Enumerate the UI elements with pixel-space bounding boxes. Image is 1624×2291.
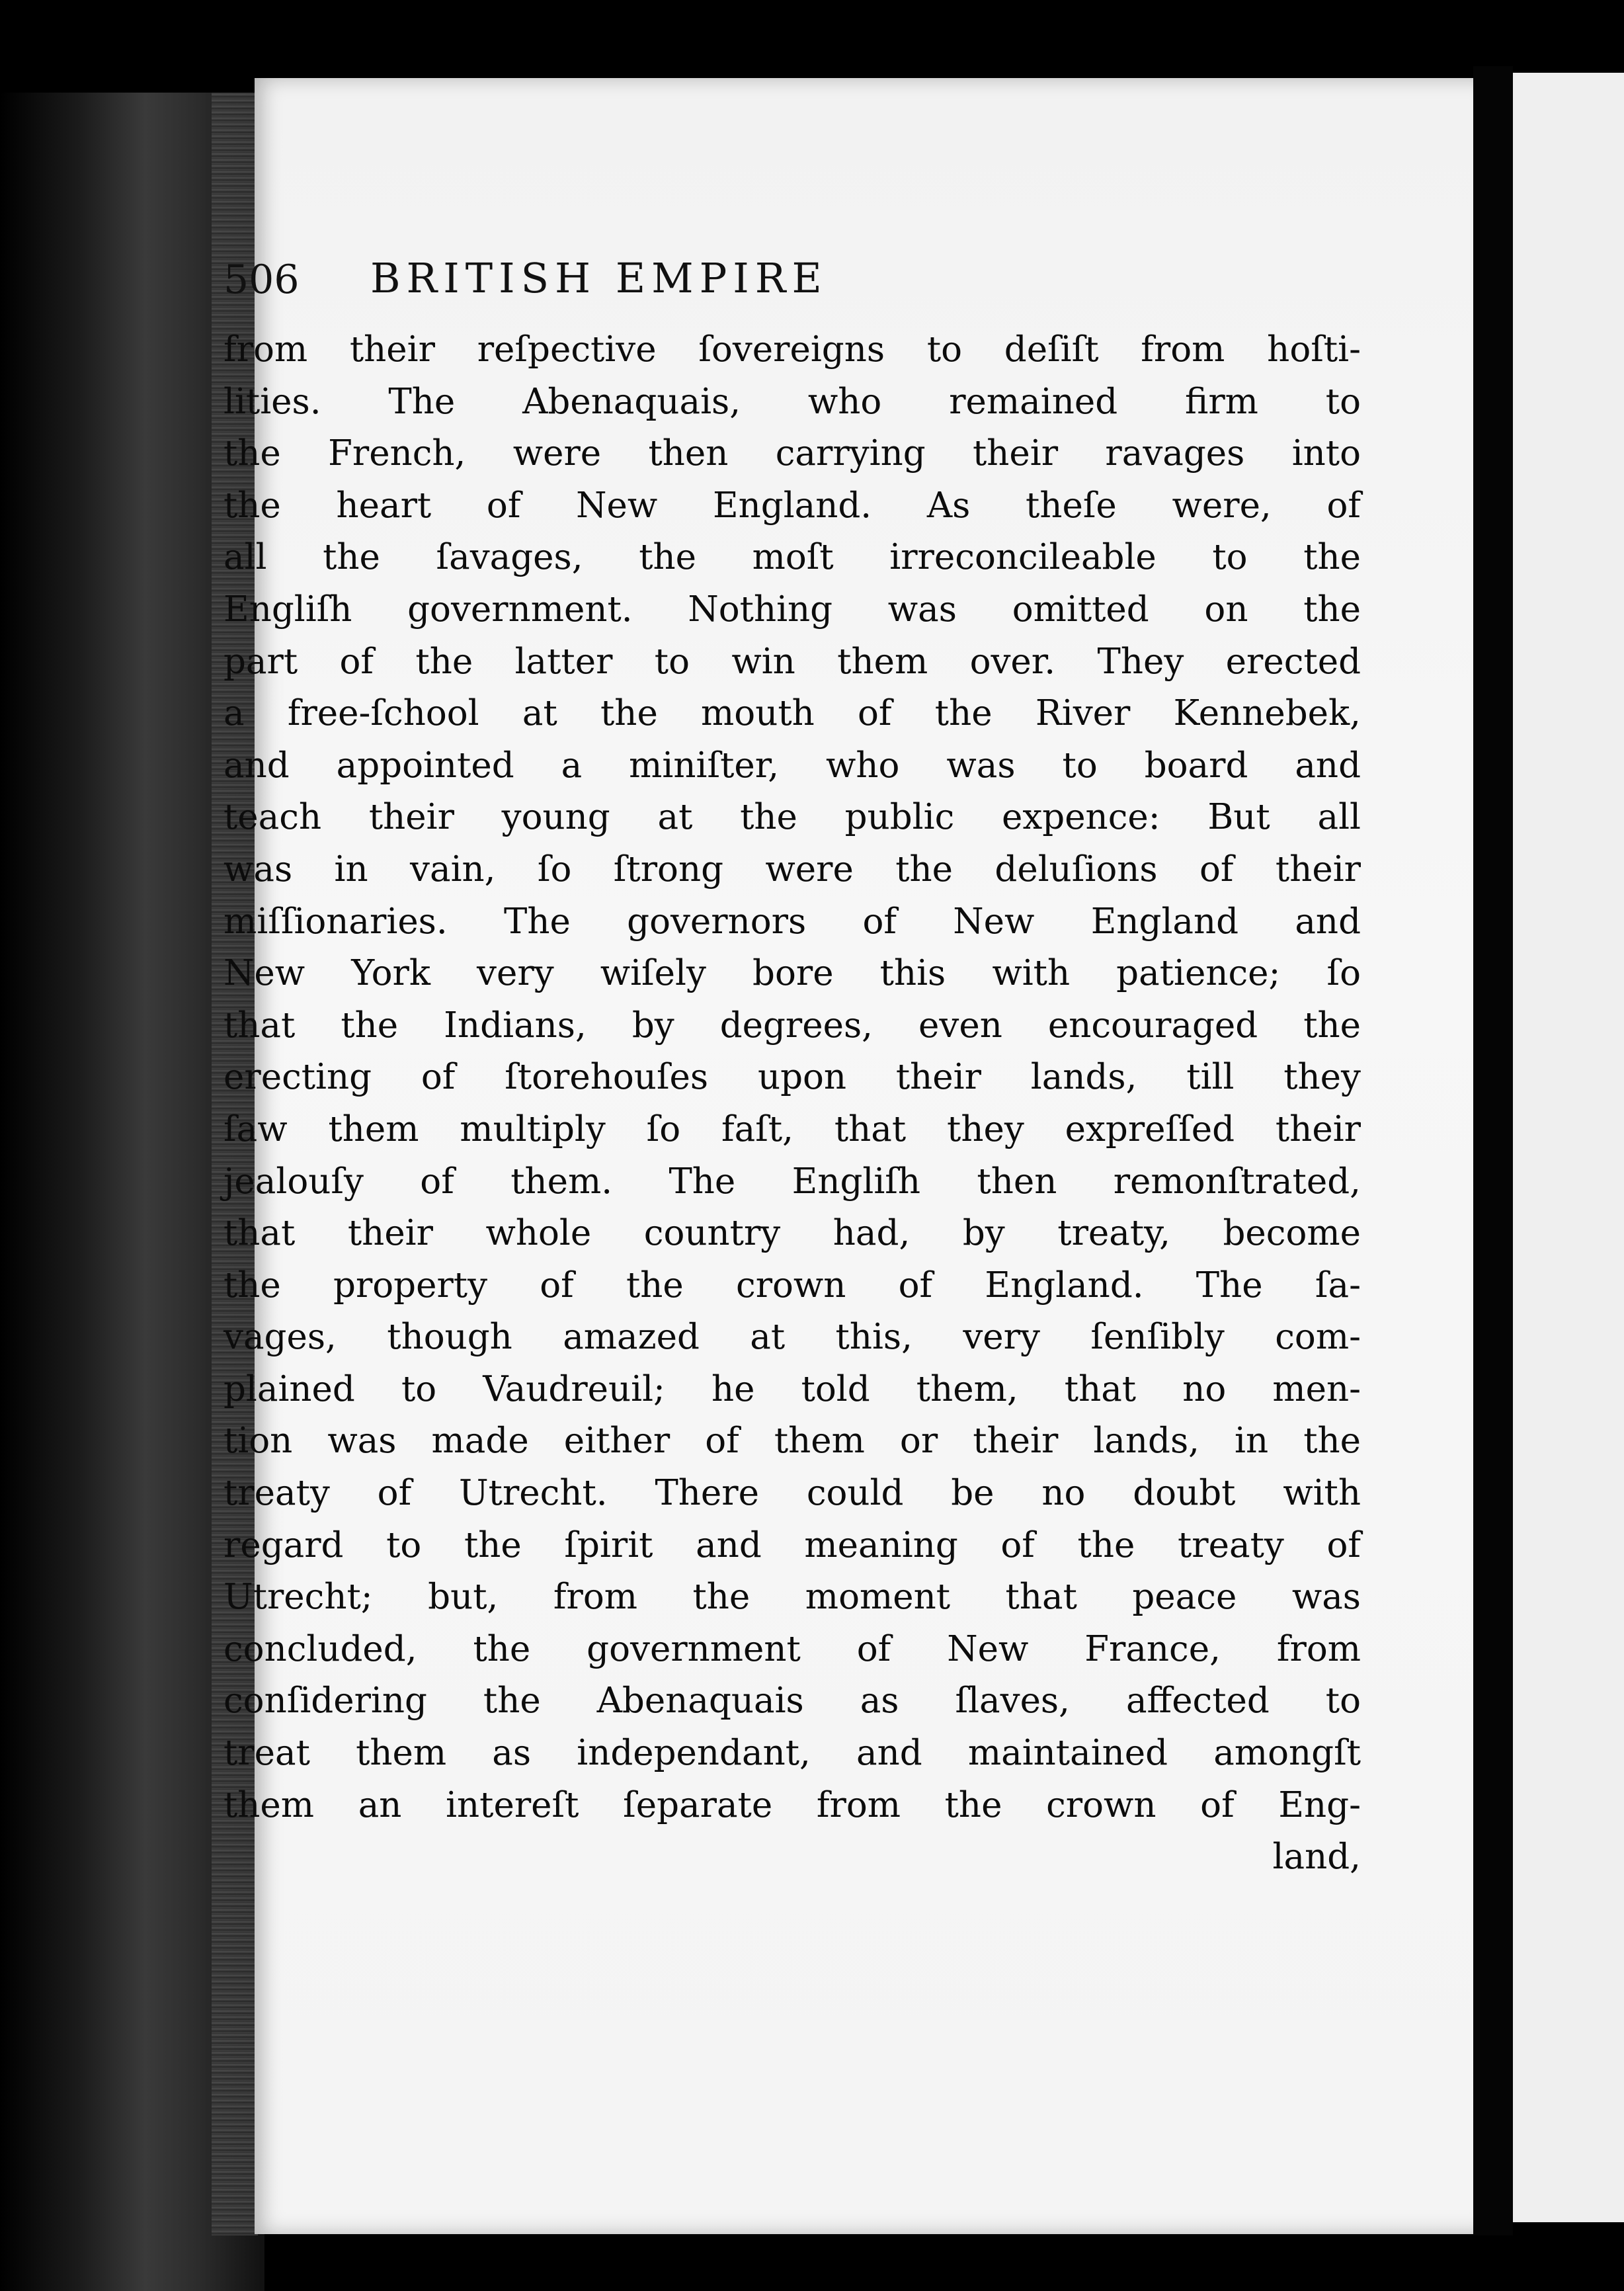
text-line: jealouſy of them. The Engliſh then remonſtrated,	[223, 1161, 1361, 1202]
text-line: ſaw them multiply ſo faſt, that they expreſſed their	[223, 1108, 1361, 1149]
text-line: Engliſh government. Nothing was omitted on the	[223, 589, 1361, 630]
book-gutter	[1473, 66, 1513, 2235]
text-line: part of the latter to win them over. They erected	[223, 641, 1361, 682]
text-line: was in vain, ſo ſtrong were the deluſions of their	[223, 849, 1361, 890]
text-line: miſſionaries. The governors of New England and	[223, 901, 1361, 942]
text-line: from their reſpective ſovereigns to deſiſt from hoſti-	[223, 329, 1361, 370]
text-line: tion was made either of them or their lands, in the	[223, 1421, 1361, 1462]
text-line: all the ſavages, the moſt irreconcileable to the	[223, 537, 1361, 578]
body-text	[223, 324, 1361, 1884]
page-number: 506	[223, 257, 300, 303]
text-line: plained to Vaudreuil; he told them, that no men-	[223, 1368, 1361, 1409]
text-line: lities. The Abenaquais, who remained firm to	[223, 381, 1361, 422]
text-line: that the Indians, by degrees, even encouraged the	[223, 1005, 1361, 1046]
text-line: Utrecht; but, from the moment that peace was	[223, 1577, 1361, 1618]
text-line: vages, though amazed at this, very ſenſibly com-	[223, 1317, 1361, 1358]
text-line: and appointed a miniſter, who was to board and	[223, 745, 1361, 786]
text-line: the French, were then carrying their ravages into	[223, 433, 1361, 474]
text-line: teach their young at the public expence: But all	[223, 797, 1361, 838]
text-line: that their whole country had, by treaty, become	[223, 1213, 1361, 1254]
text-line: New York very wiſely bore this with patience; ſo	[223, 953, 1361, 994]
text-line: regard to the ſpirit and meaning of the treaty of	[223, 1524, 1361, 1565]
text-line: treaty of Utrecht. There could be no doubt with	[223, 1473, 1361, 1514]
text-line: treat them as independant, and maintained amongſt	[223, 1733, 1361, 1774]
text-line: conſidering the Abenaquais as ſlaves, affected to	[223, 1681, 1361, 1722]
catchword-line: land,	[1272, 1837, 1361, 1878]
text-line: erecting of ſtorehouſes upon their lands, till they	[223, 1057, 1361, 1098]
text-line: the heart of New England. As theſe were, of	[223, 485, 1361, 526]
text-line: a free-ſchool at the mouth of the River Kennebek,	[223, 693, 1361, 734]
facing-page-edge	[1513, 73, 1624, 2222]
text-line: the property of the crown of England. The ſa-	[223, 1265, 1361, 1306]
text-line: them an intereſt ſeparate from the crown of Eng-	[223, 1784, 1361, 1825]
text-line: concluded, the government of New France, from	[223, 1628, 1361, 1669]
running-head: BRITISH EMPIRE	[370, 254, 828, 302]
